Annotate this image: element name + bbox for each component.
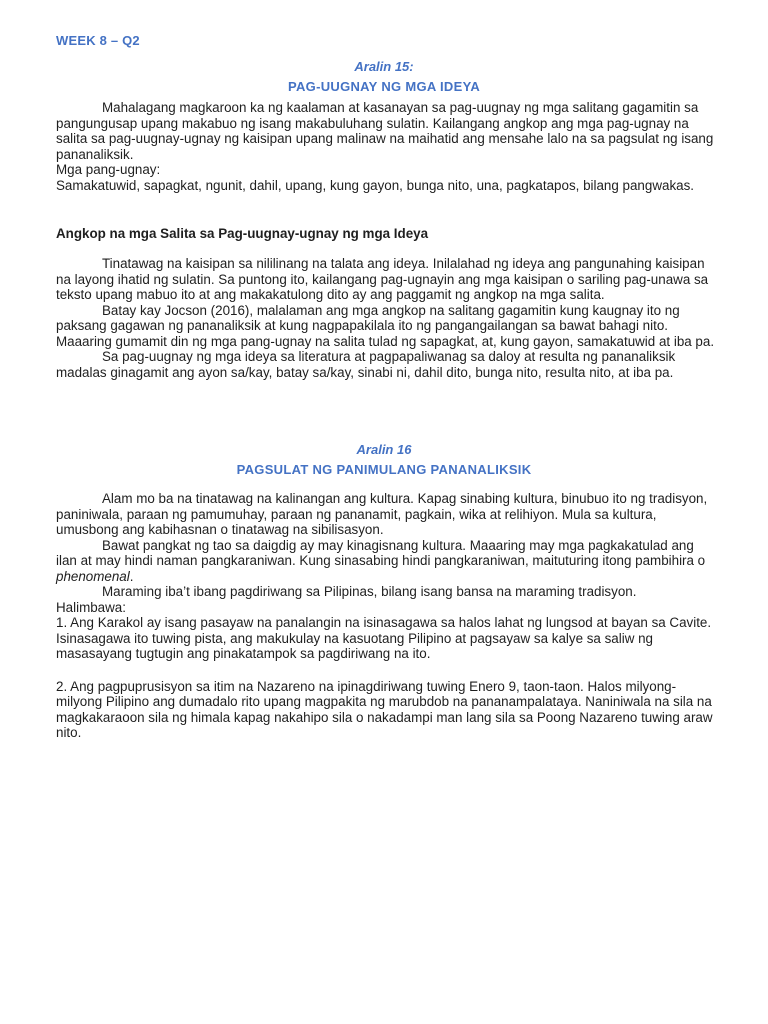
example-item-1: 1. Ang Karakol ay isang pasayaw na panalangin na isinasagawa sa halos lahat ng lungsod at bayan sa Cavite. Isinasagawa ito tuwing pista, ang makukulay na kasuotang Pilipino at pagsayaw sa kalye sa saliw ng masasayang tugtugin ang pinakatampok sa pagdiriwang na ito. [56,615,712,661]
lesson-16-paragraph-2-end: . [129,568,134,584]
connectors-list: Samakatuwid, sapagkat, ngunit, dahil, upang, kung gayon, bunga nito, una, pagkatapos, bilang pangwakas. [56,177,695,193]
lesson-16-paragraph-2 [56,538,718,585]
lesson-15-number: Aralin 15: [354,59,414,74]
lesson-15-heading [0,58,768,95]
lesson-16-number: Aralin 16 [356,442,412,457]
lesson-16-paragraph-2-text: Bawat pangkat ng tao sa daigdig ay may kinagisnang kultura. Maaaring may mga pagkakatulad ang ilan at may hindi naman pangkaraniwan. Kung sinasabing hindi pangkaraniwan, maituturing itong pambihira o [56,537,706,568]
lesson-15-subheading: Angkop na mga Salita sa Pag-uugnay-ugnay ng mga Ideya [56,226,429,241]
lesson-15-paragraph-3: Sa pag-uugnay ng mga ideya sa literatura at pagpapaliwanag sa daloy at resulta ng pananaliksik madalas ginagamit ang ayon sa/kay, batay sa/kay, sinabi ni, dahil dito, bunga nito, resulta nito, at iba pa. [56,349,676,380]
lesson-15-paragraph-2: Batay kay Jocson (2016), malalaman ang mga angkop na salitang gagamitin kung kaugnay ito ng paksang gagawan ng pananaliksik at kung nagpapakilala ito ng pangangailangan sa bawat bahagi nito. Maaaring gumamit din ng mga pang-ugnay na salita tulad ng sapagkat, at, kung gayon, samakatuwid at iba pa. [56,302,715,349]
lesson-16-title: PAGSULAT NG PANIMULANG PANANALIKSIK [236,462,532,477]
lesson-15-paragraphs [56,256,718,380]
lesson-15-paragraph-1: Tinatawag na kaisipan sa nililinang na talata ang ideya. Inilalahad ng ideya ang pangunahing kaisipan na layong ihatid ng sulatin. Sa puntong ito, kailangang pag-ugnayin ang mga kaisipan o sariling pag-unawa sa teksto upang mabuo ito at ang makakatulong dito ay ang paggamit ng angkop na mga salita. [56,256,709,302]
lesson-15-title: PAG-UUGNAY NG MGA IDEYA [287,79,481,94]
example-label: Halimbawa: [56,599,126,615]
lesson-16-body [56,491,718,741]
lesson-15-body [56,100,718,193]
phenomenal-term: phenomenal [56,568,130,584]
example-item-2: 2. Ang pagpuprusisyon sa itim na Nazareno na ipinagdiriwang tuwing Enero 9, taon-taon. Halos milyong-milyong Pilipino ang dumadalo rito upang magpakita ng marubdob na pananampalataya. Naniniwala na sila na magkakaraoon sila ng himala kapag nakahipo sila o nakadampi man lang sila sa Poong Nazareno tuwing araw nito. [56,678,713,740]
lesson-15-intro: Mahalagang magkaroon ka ng kaalaman at kasanayan sa pag-uugnay ng mga salitang gagamitin sa pangungusap upang makabuo ng isang makabuluhang sulatin. Kailangang angkop ang mga pag-ugnay na salita sa pag-uugnay-ugnay ng kaisipan upang malinaw na maihatid ang mensahe lalo na sa pagsulat ng isang pananaliksik. [56,100,714,162]
lesson-16-paragraph-3: Maraming iba’t ibang pagdiriwang sa Pilipinas, bilang isang bansa na maraming tradisyon. [102,584,637,599]
spacer [56,662,718,679]
week-label: WEEK 8 – Q2 [56,33,140,48]
lesson-16-paragraph-1: Alam mo ba na tinatawag na kalinangan ang kultura. Kapag sinabing kultura, binubuo ito ng tradisyon, paniniwala, paraan ng pamumuhay, paraan ng pananamit, pagkain, wika at relihiyon. Mula sa kultura, umusbong ang kabihasnan o tinatawag na sibilisasyon. [56,491,708,537]
lesson-16-heading [0,441,768,478]
connectors-label: Mga pang-ugnay: [56,162,161,177]
